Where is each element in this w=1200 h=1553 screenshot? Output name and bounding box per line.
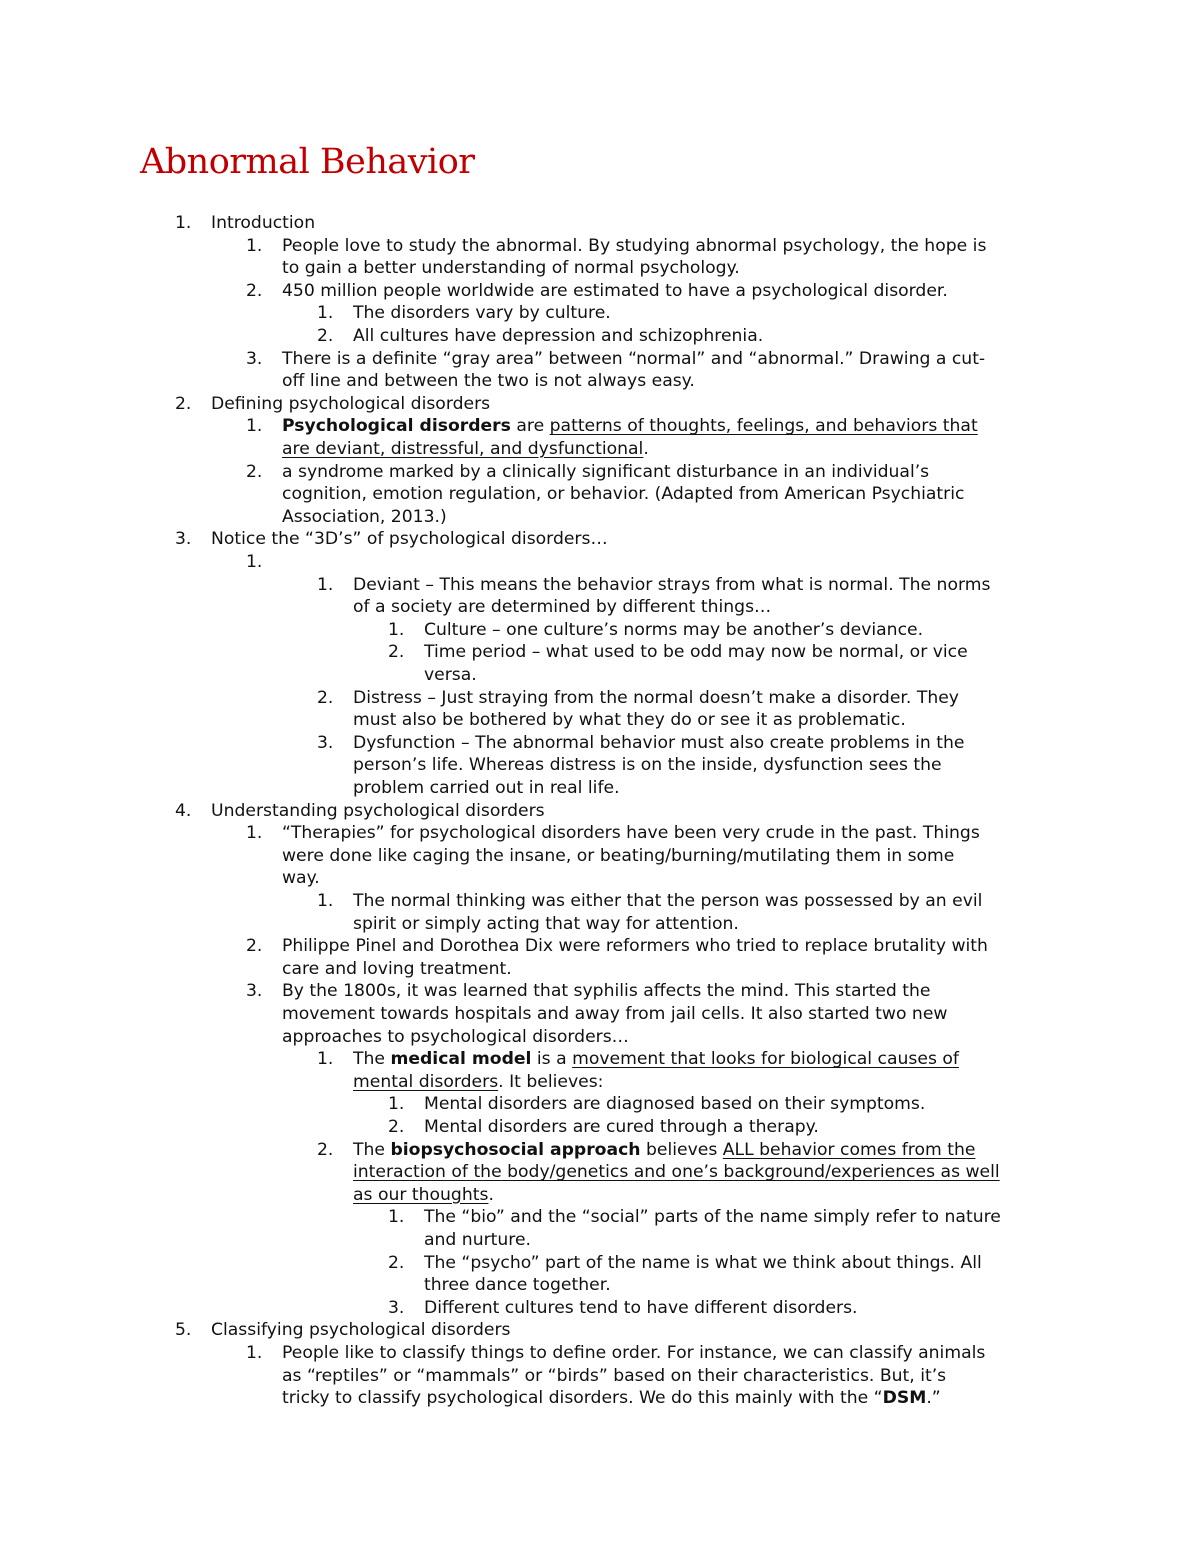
list-number: 1. [246, 823, 263, 844]
list-number: 1. [246, 1343, 263, 1363]
text-run: Association, 2013.) [282, 506, 447, 527]
text-run: . [643, 439, 649, 459]
text-run: The [353, 1049, 391, 1070]
text-run: Classifying psychological disorders [211, 1320, 511, 1341]
text-run: is a [531, 1049, 573, 1070]
list-item-text [353, 754, 942, 777]
list-number: 1. [246, 416, 263, 437]
text-run: Mental disorders are diagnosed based on their symptoms. [424, 1094, 926, 1115]
list-item [0, 641, 1200, 664]
list-number: 3. [246, 981, 263, 1002]
document-title: Abnormal Behavior [140, 142, 475, 182]
text-run: The “psycho” part of the name is what we think about things. All [424, 1252, 982, 1273]
text-run: People love to study the abnormal. By studying abnormal psychology, the hope is [282, 235, 987, 256]
list-item-text [282, 235, 986, 258]
list-item-text [282, 958, 512, 981]
bold-term: biopsychosocial approach [390, 1139, 641, 1160]
list-item-text [211, 528, 608, 551]
list-item-continuation [0, 1071, 1200, 1094]
list-item-continuation [0, 664, 1200, 687]
list-number: 2. [246, 936, 263, 957]
text-run: All cultures have depression and schizophrenia. [353, 326, 764, 346]
list-item-text [424, 1274, 611, 1297]
list-item [0, 212, 1200, 235]
list-item-continuation [0, 777, 1200, 800]
list-item-continuation [0, 1365, 1200, 1388]
list-item [0, 935, 1200, 958]
text-run: Deviant – This means the behavior strays from what is normal. The norms [353, 574, 991, 595]
text-run: of a society are determined by different things… [353, 597, 772, 618]
list-item-text [353, 777, 620, 800]
list-item-text [282, 1365, 946, 1388]
list-number: 1. [175, 213, 192, 233]
text-run: “Therapies” for psychological disorders have been very crude in the past. Things [282, 823, 980, 844]
list-item [0, 1319, 1200, 1342]
text-run: approaches to psychological disorders… [282, 1026, 629, 1047]
list-item-text [424, 1252, 982, 1275]
list-item-continuation [0, 1003, 1200, 1026]
list-item-text [282, 483, 964, 506]
list-item-text [211, 800, 545, 823]
list-item [0, 1116, 1200, 1139]
list-item [0, 619, 1200, 642]
list-item-text [353, 1071, 603, 1094]
text-run: way. [282, 868, 320, 889]
underlined-text: movement that looks for biological causes of [572, 1049, 959, 1070]
underlined-text: interaction of the body/genetics and one’s background/experiences as well [353, 1162, 1000, 1183]
list-item [0, 1048, 1200, 1071]
list-item [0, 1206, 1200, 1229]
bold-term: Psychological disorders [282, 416, 511, 437]
text-run: spirit or simply acting that way for attention. [353, 913, 739, 934]
list-number: 2. [317, 1139, 334, 1160]
text-run: believes [640, 1139, 723, 1160]
list-item-text [282, 980, 930, 1003]
list-item-continuation [0, 257, 1200, 280]
text-run: Philippe Pinel and Dorothea Dix were reformers who tried to replace brutality with [282, 936, 988, 957]
text-run: to gain a better understanding of normal psychology. [282, 258, 740, 279]
list-item-text [353, 302, 611, 325]
text-run: People like to classify things to define order. For instance, we can classify animals [282, 1343, 986, 1363]
list-item [0, 980, 1200, 1003]
list-item-text [424, 1229, 531, 1252]
text-run: off line and between the two is not always easy. [282, 371, 695, 392]
list-item-text [424, 664, 477, 687]
list-item [0, 890, 1200, 913]
list-item-text [353, 1048, 959, 1071]
list-number: 2. [388, 1252, 405, 1273]
list-item-text [353, 1161, 1000, 1184]
text-run: Mental disorders are cured through a therapy. [424, 1117, 819, 1137]
list-item-text [353, 732, 964, 755]
list-item [0, 348, 1200, 371]
list-item-continuation [0, 1026, 1200, 1049]
list-item-text [353, 596, 771, 619]
list-number: 1. [246, 552, 263, 572]
list-item-text [353, 913, 739, 936]
list-item-text [282, 1003, 947, 1026]
list-item [0, 325, 1200, 348]
text-run: The disorders vary by culture. [353, 303, 611, 324]
list-item [0, 1093, 1200, 1116]
list-item-text [282, 1387, 941, 1410]
text-run: tricky to classify psychological disorders. We do this mainly with the “ [282, 1388, 883, 1409]
text-run: Introduction [211, 213, 316, 233]
list-item-continuation [0, 1161, 1200, 1184]
underlined-text: as our thoughts [353, 1184, 489, 1205]
list-item-text [353, 1139, 975, 1162]
list-number: 1. [317, 1049, 334, 1070]
list-item [0, 551, 1200, 574]
text-run: . [488, 1184, 494, 1205]
list-item-continuation [0, 506, 1200, 529]
list-item-continuation [0, 845, 1200, 868]
list-item-text [353, 687, 959, 710]
list-item-continuation [0, 370, 1200, 393]
list-number: 1. [388, 1207, 405, 1228]
list-number: 1. [317, 891, 334, 911]
list-item-text [424, 641, 968, 664]
list-number: 2. [175, 393, 192, 414]
list-number: 2. [388, 1117, 405, 1137]
list-item-text [211, 1319, 510, 1342]
underlined-text: are deviant, distressful, and dysfunctional [282, 439, 644, 459]
list-item [0, 1252, 1200, 1275]
bold-term: DSM [882, 1388, 927, 1409]
list-item-text [424, 1093, 925, 1116]
list-number: 1. [388, 619, 405, 640]
text-run: Different cultures tend to have different disorders. [424, 1297, 858, 1318]
list-item-text [282, 1026, 629, 1049]
list-item-text [424, 1116, 819, 1139]
list-item-continuation [0, 754, 1200, 777]
list-item [0, 235, 1200, 258]
list-item-continuation [0, 438, 1200, 461]
text-run: The [353, 1139, 391, 1160]
list-item-text [282, 867, 320, 890]
underlined-text: mental disorders [353, 1071, 499, 1092]
text-run: and nurture. [424, 1230, 532, 1250]
text-run: versa. [424, 665, 477, 685]
text-run: . It believes: [498, 1071, 604, 1092]
list-item [0, 393, 1200, 416]
text-run: problem carried out in real life. [353, 778, 620, 798]
text-run: were done like caging the insane, or beating/burning/mutilating them in some [282, 845, 955, 866]
list-number: 2. [317, 326, 334, 346]
list-number: 3. [388, 1297, 405, 1318]
list-item-text [282, 348, 985, 371]
text-run: person’s life. Whereas distress is on the inside, dysfunction sees the [353, 755, 942, 776]
list-item-text [211, 393, 490, 416]
list-item-text [282, 415, 978, 438]
list-number: 3. [175, 529, 192, 550]
text-run: 450 million people worldwide are estimated to have a psychological disorder. [282, 280, 948, 301]
list-item-text [282, 257, 740, 280]
list-item [0, 1139, 1200, 1162]
list-item-continuation [0, 709, 1200, 732]
underlined-text: ALL behavior comes from the [722, 1139, 976, 1160]
list-item-continuation [0, 596, 1200, 619]
list-item-text [282, 438, 649, 461]
text-run: The “bio” and the “social” parts of the name simply refer to nature [424, 1207, 1001, 1228]
text-run: The normal thinking was either that the person was possessed by an evil [353, 891, 983, 911]
list-item-continuation [0, 1184, 1200, 1207]
list-item [0, 732, 1200, 755]
list-item [0, 461, 1200, 484]
list-item [0, 1297, 1200, 1320]
list-item-text [211, 212, 315, 235]
text-run: must also be bothered by what they do or see it as problematic. [353, 710, 906, 731]
list-number: 1. [246, 235, 263, 256]
text-run: There is a definite “gray area” between “normal” and “abnormal.” Drawing a cut- [282, 348, 986, 369]
list-item-continuation [0, 483, 1200, 506]
list-number: 2. [388, 642, 405, 663]
list-item-text [353, 1184, 494, 1207]
text-run: Defining psychological disorders [211, 393, 491, 414]
text-run: Dysfunction – The abnormal behavior must also create problems in the [353, 732, 965, 753]
text-run: cognition, emotion regulation, or behavior. (Adapted from American Psychiatric [282, 484, 965, 505]
text-run: Understanding psychological disorders [211, 800, 545, 821]
text-run: movement towards hospitals and away from jail cells. It also started two new [282, 1004, 948, 1024]
underlined-text: patterns of thoughts, feelings, and behaviors that [549, 416, 978, 437]
list-item [0, 822, 1200, 845]
bold-term: medical model [390, 1049, 532, 1070]
list-item-continuation [0, 1274, 1200, 1297]
list-number: 2. [317, 687, 334, 708]
list-number: 2. [246, 280, 263, 301]
list-item-continuation [0, 958, 1200, 981]
text-run: Notice the “3D’s” of psychological disorders… [211, 529, 608, 550]
list-item [0, 574, 1200, 597]
text-run: By the 1800s, it was learned that syphilis affects the mind. This started the [282, 981, 931, 1002]
list-item [0, 415, 1200, 438]
list-number: 2. [246, 461, 263, 482]
list-item-text [282, 280, 948, 303]
list-number: 1. [317, 574, 334, 595]
list-number: 1. [388, 1094, 405, 1115]
list-item [0, 687, 1200, 710]
list-item [0, 302, 1200, 325]
list-item-text [282, 1342, 985, 1365]
list-item-text [282, 461, 929, 484]
text-run: Distress – Just straying from the normal doesn’t make a disorder. They [353, 687, 959, 708]
text-run: are [510, 416, 550, 437]
text-run: Time period – what used to be odd may now be normal, or vice [424, 642, 968, 663]
list-item-text [424, 1206, 1001, 1229]
list-item-continuation [0, 1387, 1200, 1410]
list-item-text [353, 890, 982, 913]
list-item [0, 800, 1200, 823]
list-item-text [353, 325, 763, 348]
list-item-text [282, 845, 954, 868]
text-run: Culture – one culture’s norms may be another’s deviance. [424, 619, 924, 640]
list-item-text [424, 1297, 858, 1320]
list-number: 3. [317, 732, 334, 753]
list-item [0, 280, 1200, 303]
list-item-continuation [0, 1229, 1200, 1252]
list-number: 4. [175, 800, 192, 821]
text-run: three dance together. [424, 1275, 611, 1296]
list-item-text [282, 822, 980, 845]
text-run: care and loving treatment. [282, 958, 512, 979]
list-number: 5. [175, 1320, 192, 1341]
list-number: 3. [246, 348, 263, 369]
list-item-text [282, 935, 988, 958]
list-item-continuation [0, 913, 1200, 936]
list-item [0, 1342, 1200, 1365]
list-item-text [353, 709, 906, 732]
list-item [0, 528, 1200, 551]
list-item-text [282, 370, 695, 393]
text-run: as “reptiles” or “mammals” or “birds” based on their characteristics. But, it’s [282, 1365, 947, 1386]
text-run: .” [926, 1388, 941, 1409]
list-number: 1. [317, 303, 334, 324]
list-item-continuation [0, 867, 1200, 890]
text-run: a syndrome marked by a clinically significant disturbance in an individual’s [282, 461, 930, 482]
list-item-text [282, 506, 447, 529]
list-item-text [424, 619, 923, 642]
list-item-text [353, 574, 990, 597]
